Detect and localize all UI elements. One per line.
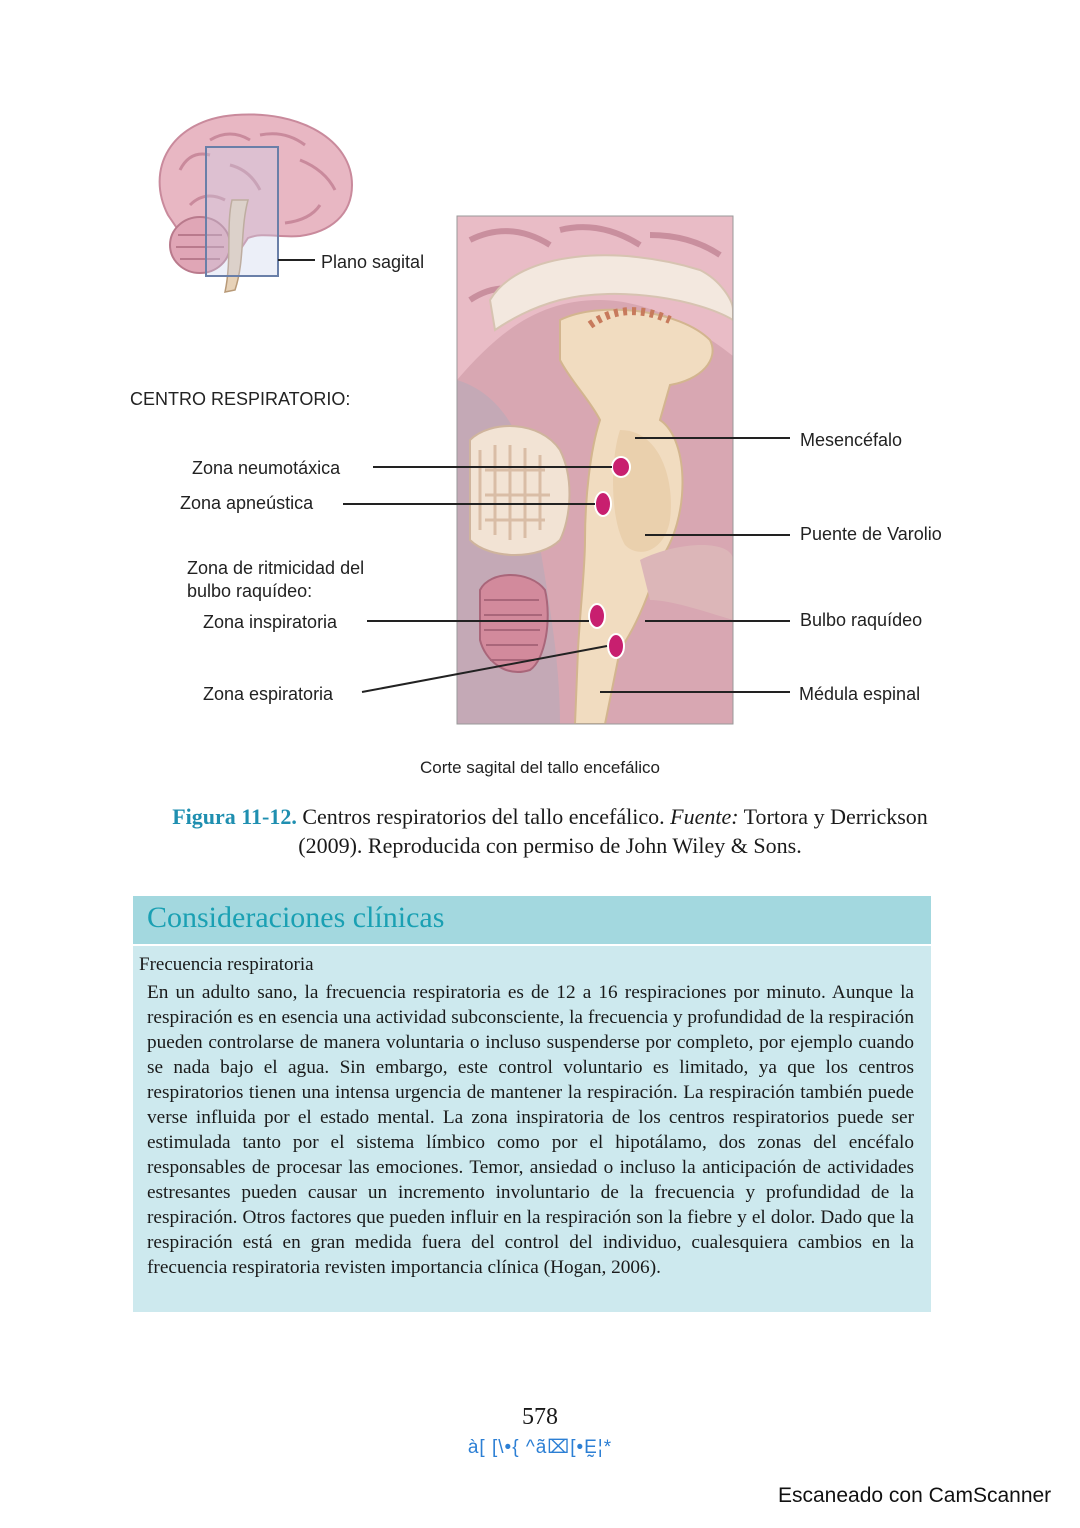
label-mesencefalo: Mesencéfalo: [800, 430, 903, 450]
caption-source-label: Fuente:: [670, 804, 739, 829]
label-bulbo-raquideo: Bulbo raquídeo: [800, 610, 923, 630]
garbled-footer-text: à[ [\•{ ^ã⌧[•Ḛ¦*: [467, 1437, 613, 1458]
clinical-subtitle: Frecuencia respiratoria: [139, 954, 314, 975]
image-caption: Corte sagital del tallo encefálico: [419, 758, 661, 777]
pneumotaxic-center-marker: [612, 457, 630, 477]
label-zona-espiratoria: Zona espiratoria: [203, 684, 334, 704]
camscanner-watermark: Escaneado con CamScanner: [778, 1484, 1052, 1507]
clinical-body: En un adulto sano, la frecuencia respiratoria es de 12 a 16 respiraciones por minuto. Aunque la respiración es en esencia una actividad subconsciente, la frecuencia y profundidad de la respiración pueden controlarse de manera voluntaria o incluso suspenderse por completo, por ejemplo cuando se nada bajo el agua. Sin embargo, este control voluntario es limitado, ya que los centros respiratorios tienen una intensa urgencia de mantener la respiración. La respiración también puede verse influida por el estado mental. La zona inspiratoria de los centros respiratorios puede ser estimulada tanto por el sistema límbico como por el hipotálamo, dos zonas del encéfalo responsables de procesar las emociones. Temor, ansiedad o incluso la anticipación de actividades estresantes pueden causar un incremento involuntario de la frecuencia y profundidad de la respiración. Otros factores que pueden influir en la respiración son la fiebre y el dolor. Dado que la respiración está en gran medida fuera del control del individuo, cualesquiera cambios en la frecuencia respiratoria revisten importancia clínica (Hogan, 2006).: [147, 982, 914, 1278]
figure-number: Figura 11-12.: [172, 804, 297, 829]
apneustic-center-marker: [595, 492, 611, 516]
section-label-centro-respiratorio: CENTRO RESPIRATORIO:: [130, 389, 351, 409]
caption-text-2: Tortora y Derrickson (2009). Reproducida con permiso de John Wiley & Sons.: [298, 804, 928, 858]
label-zona-ritmicidad-1: Zona de ritmicidad del: [187, 558, 365, 578]
figure-caption: [150, 802, 950, 860]
label-zona-neumotaxica: Zona neumotáxica: [192, 458, 341, 478]
clinical-header: [133, 896, 931, 946]
clinical-title: Consideraciones clínicas: [147, 901, 445, 934]
label-zona-inspiratoria: Zona inspiratoria: [203, 612, 338, 632]
label-puente-de-varolio: Puente de Varolio: [800, 524, 942, 544]
label-zona-apneustica: Zona apneústica: [180, 493, 314, 513]
clinical-considerations-box: [133, 896, 931, 1312]
caption-text-1: Centros respiratorios del tallo encefálico.: [296, 804, 671, 829]
inspiratory-center-marker: [589, 604, 605, 628]
expiratory-center-marker: [608, 634, 624, 658]
page-number: 578: [522, 1404, 558, 1430]
label-zona-ritmicidad-2: bulbo raquídeo:: [187, 581, 313, 601]
inset-label-plano-sagital: Plano sagital: [321, 252, 425, 272]
label-medula-espinal: Médula espinal: [799, 684, 921, 704]
